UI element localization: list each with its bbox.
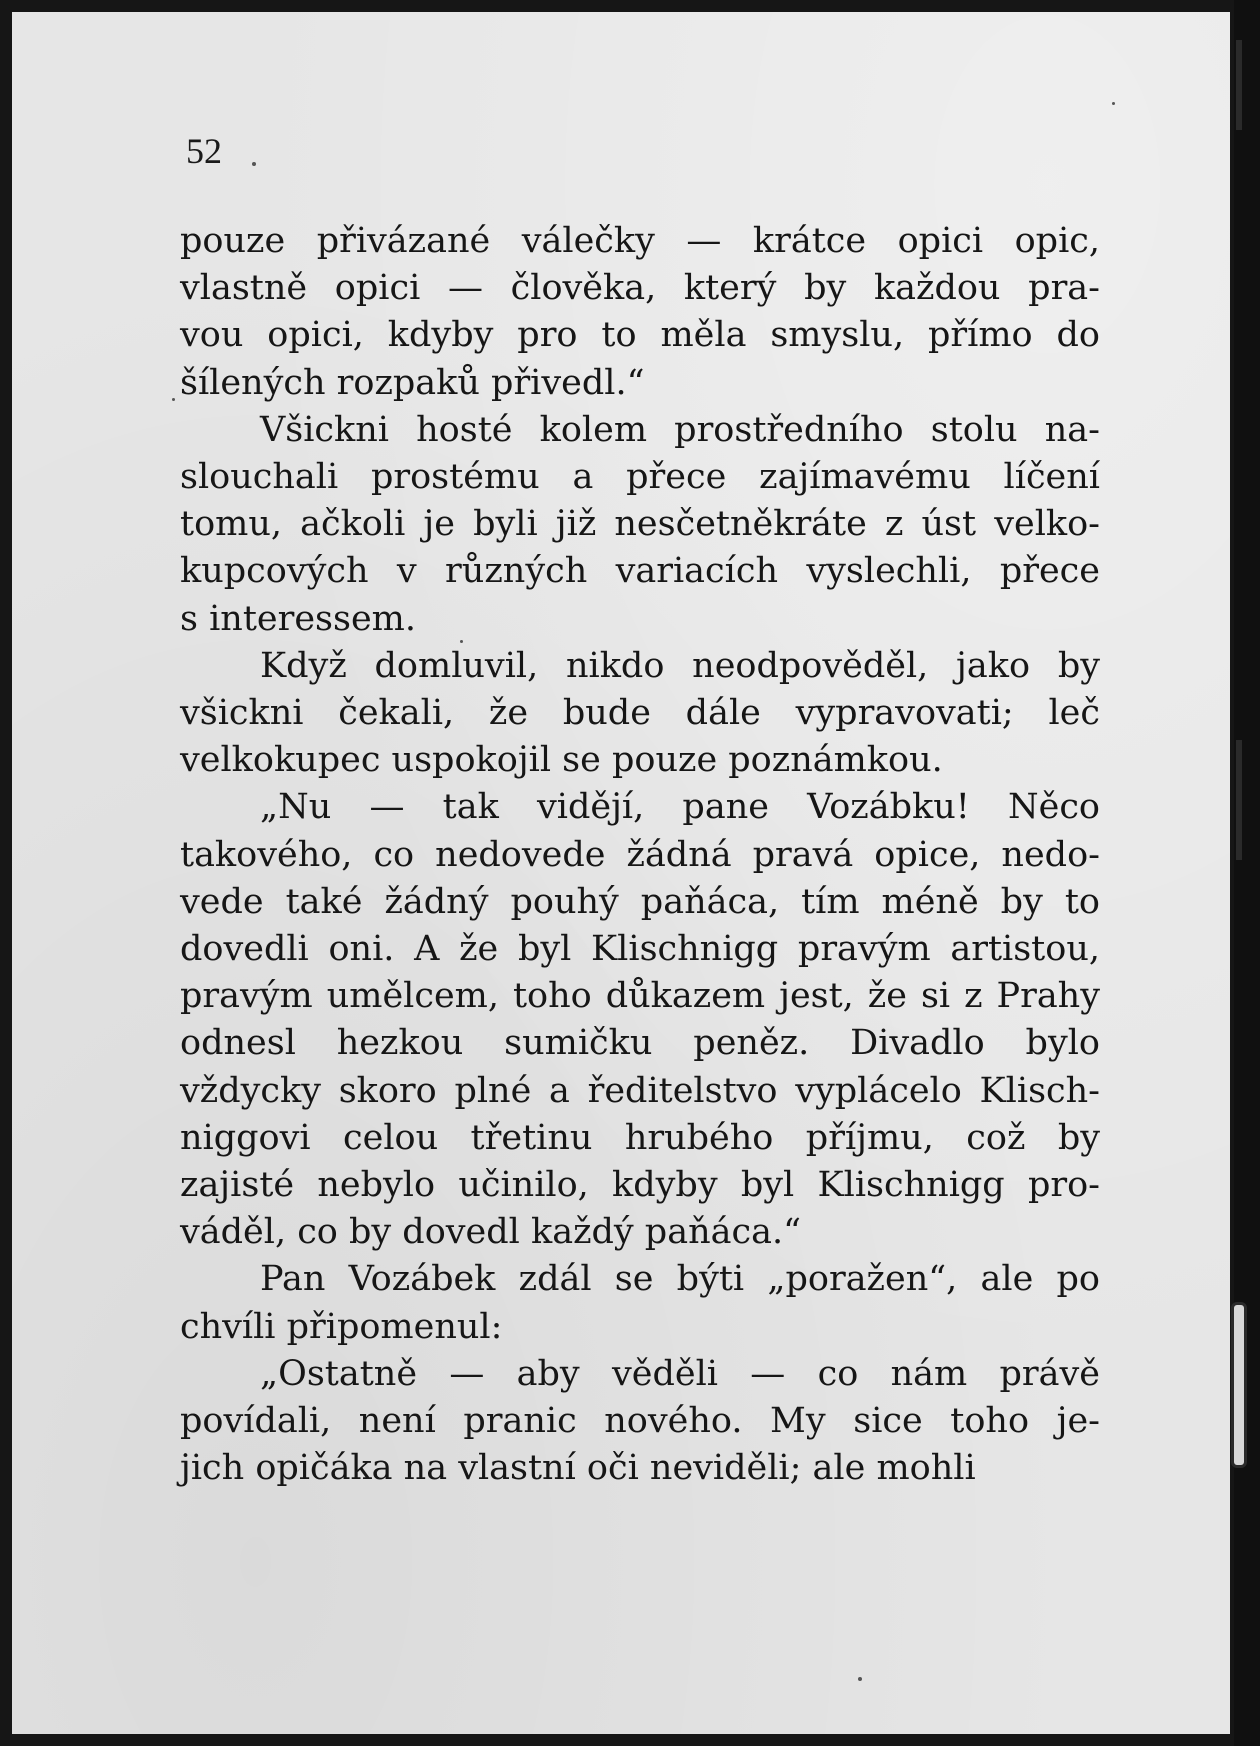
text-line: odnesl hezkou sumičku peněz. Divadlo bylo: [180, 1023, 1100, 1064]
text-line: vede také žádný pouhý paňáca, tím méně by to: [180, 881, 1100, 922]
text-line: takového, co nedovede žádná pravá opice, nedo-: [180, 834, 1100, 875]
text-line: slouchali prostému a přece zajímavému líčení: [180, 457, 1100, 498]
text-line: Všickni hosté kolem prostředního stolu na-: [260, 409, 1100, 450]
paragraph: [180, 784, 1100, 1256]
text-line: vlastně opici — člověka, který by každou pra-: [180, 268, 1100, 309]
paragraph: [180, 643, 1100, 785]
text-line: kupcových v různých variacích vyslechli, přece: [180, 551, 1100, 592]
text-line: jich opičáka na vlastní oči neviděli; ale mohli: [180, 1448, 976, 1489]
text-line: pravým umělcem, toho důkazem jest, že si z Prahy: [180, 976, 1100, 1017]
text-line: velkokupec uspokojil se pouze poznámkou.: [180, 740, 943, 781]
speck: [858, 1677, 862, 1681]
paragraph: [180, 218, 1100, 407]
margin-mark: [1236, 740, 1242, 860]
text-line: dovedli oni. A že byl Klischnigg pravým artistou,: [180, 929, 1100, 970]
margin-bracket: [1231, 1302, 1247, 1468]
page-number: 52: [186, 131, 222, 171]
text-line: váděl, co by dovedl každý paňáca.“: [180, 1212, 801, 1253]
text-line: chvíli připomenul:: [180, 1306, 503, 1347]
text-line: Když domluvil, nikdo neodpověděl, jako by: [260, 645, 1100, 686]
speck: [252, 162, 256, 166]
text-line: Pan Vozábek zdál se býti „poražen“, ale po: [260, 1259, 1100, 1300]
text-line: „Ostatně — aby věděli — co nám právě: [260, 1353, 1100, 1394]
speck: [172, 398, 175, 401]
text-line: vždycky skoro plné a ředitelstvo vyplácelo Klisch-: [180, 1070, 1100, 1111]
paragraph: [180, 1351, 1100, 1493]
text-line: povídali, není pranic nového. My sice toho je-: [180, 1401, 1100, 1442]
text-line: „Nu — tak vidějí, pane Vozábku! Něco: [260, 787, 1100, 828]
text-line: vou opici, kdyby pro to měla smyslu, přímo do: [180, 315, 1100, 356]
speck: [1112, 102, 1115, 105]
text-line: s interessem.: [180, 598, 416, 639]
margin-mark: [1236, 40, 1242, 130]
body-text: [180, 218, 1100, 1492]
text-line: niggovi celou třetinu hrubého příjmu, což by: [180, 1117, 1100, 1158]
paragraph: [180, 1256, 1100, 1350]
text-line: tomu, ačkoli je byli již nesčetněkráte z úst velko-: [180, 504, 1100, 545]
binding-edge-shadow: [1234, 0, 1260, 1746]
text-line: všickni čekali, že bude dále vypravovati; leč: [180, 693, 1100, 734]
paragraph: [180, 407, 1100, 643]
text-line: zajisté nebylo učinilo, kdyby byl Klischnigg pro-: [180, 1165, 1100, 1206]
text-line: pouze přivázané válečky — krátce opici opic,: [180, 221, 1100, 261]
text-line: šílených rozpaků přivedl.“: [180, 362, 645, 403]
